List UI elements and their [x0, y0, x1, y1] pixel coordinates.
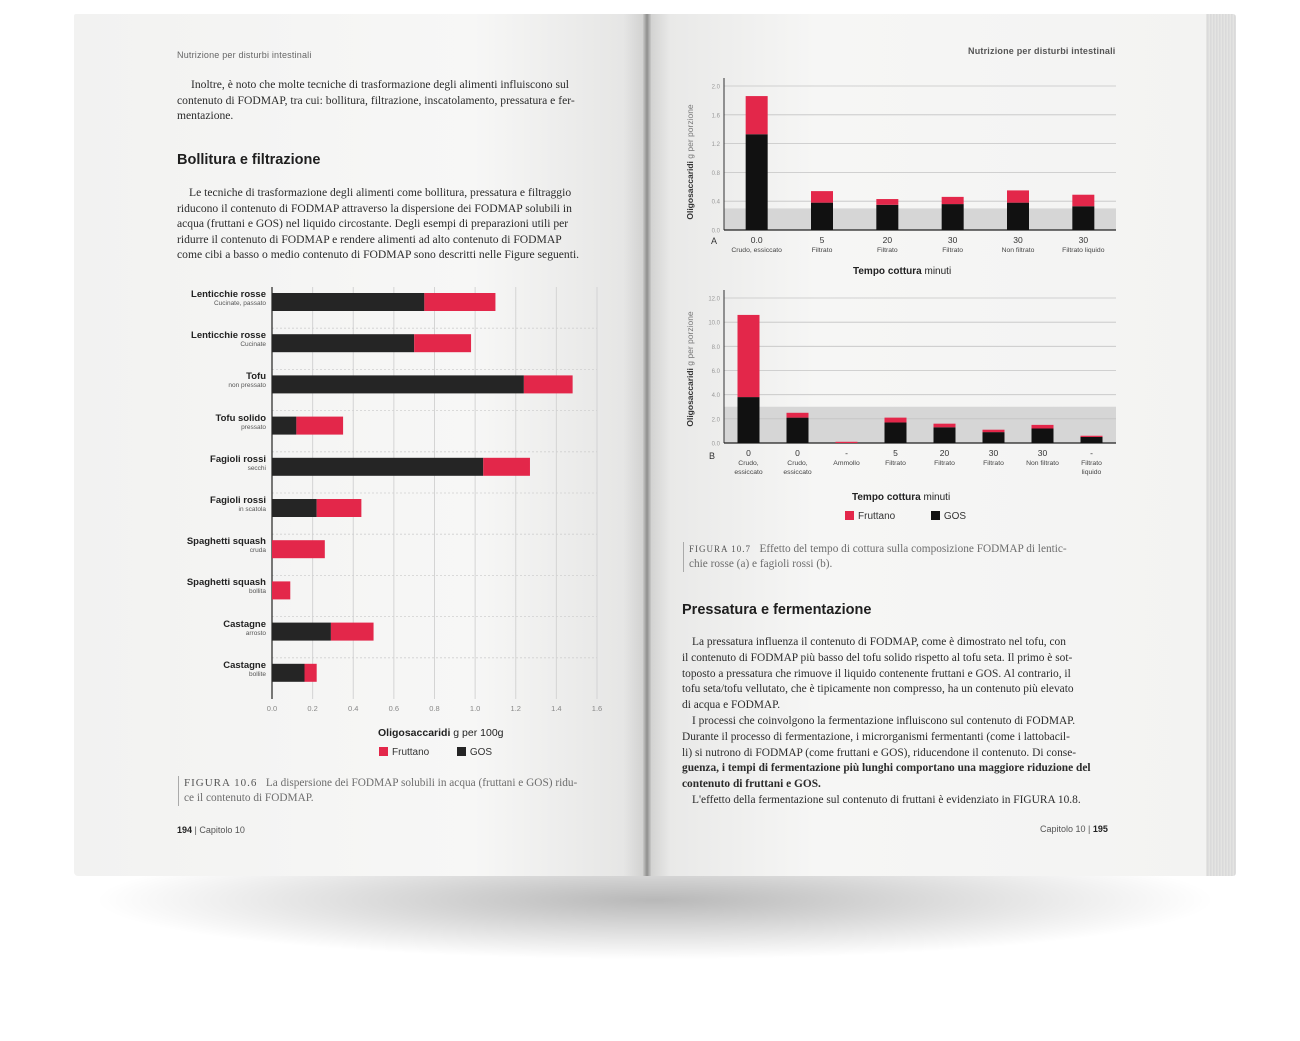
right-paragraph	[682, 635, 1119, 809]
x-sub-label: Filtrato	[934, 460, 955, 467]
panel-a-label: A	[711, 236, 718, 246]
fig106-bar-gos	[272, 499, 317, 517]
x-tick-label: 5	[893, 448, 898, 458]
x-sub-label: Crudo,	[787, 460, 808, 467]
panel-b-label: B	[709, 451, 716, 461]
fig106-category-sub: bollite	[249, 670, 266, 678]
para-line: il contenuto di FODMAP più basso del tofu solido rispetto al tofu seta. Il primo è sot-	[682, 651, 1073, 664]
legend-fruttano: Fruttano	[858, 511, 896, 522]
fig106-category-sub: non pressato	[228, 382, 266, 390]
fig106-bar-fruttano	[272, 540, 325, 558]
fig106-bar-gos	[272, 664, 305, 682]
left-running-head: Nutrizione per disturbi intestinali	[177, 50, 312, 60]
fig106-category-name: Tofu	[246, 371, 266, 383]
fig106-category-name: Lenticchie rosse	[191, 289, 266, 300]
para-line: guenza, i tempi di fermentazione più lunghi comportano una maggiore riduzione del	[682, 762, 1091, 775]
fig106-bar-fruttano	[424, 293, 495, 311]
fig106-x-tick-label: 0.6	[388, 704, 400, 713]
fig106-category-name: Tofu solido	[215, 412, 266, 424]
fig107b-xlabel-main: Tempo cottura	[852, 492, 921, 503]
fig106-x-tick-label: 1.2	[510, 704, 521, 713]
fig106-chart	[260, 283, 610, 723]
intro-line: Inoltre, è noto che molte tecniche di trasformazione degli alimenti influiscono sul	[191, 78, 569, 91]
fig106-category-sub: Cucinate	[240, 341, 266, 349]
fig107a-ylabel-main: Oligosaccaridi	[685, 161, 695, 220]
bar-gos	[983, 432, 1005, 443]
fig107a-xlabel-unit: minuti	[924, 266, 952, 277]
fig106-bar-gos	[272, 458, 483, 476]
para-line: come cibi a basso o medio contenuto di FODMAP sono descritti nelle Figure seguenti.	[177, 248, 580, 262]
caption-line: Effetto del tempo di cottura sulla composizione FODMAP di lentic-	[759, 543, 1067, 555]
caption-label: FIGURA 10.6	[184, 777, 258, 789]
bar-gos	[746, 134, 768, 230]
para-line: riducono il contenuto di FODMAP attraverso la dispersione dei FODMAP solubili in	[177, 201, 572, 215]
y-tick-label: 10.0	[708, 320, 720, 327]
bar-gos	[934, 427, 956, 443]
left-intro-paragraph	[177, 77, 607, 124]
fig106-x-tick-label: 1.0	[469, 704, 481, 713]
bar-fruttano	[811, 191, 833, 203]
fig107a-ylabel-unit: g per porzione	[685, 104, 695, 159]
x-sub-label: Filtrato liquido	[1062, 247, 1105, 254]
fig106-category	[187, 536, 266, 554]
bar-fruttano	[1032, 425, 1054, 429]
fig106-category-name: Fagioli rossi	[210, 495, 266, 506]
x-tick-label: 20	[939, 448, 950, 458]
fig106-category	[216, 413, 266, 431]
fig106-category	[210, 454, 266, 472]
x-sub-label: Filtrato	[876, 247, 898, 254]
x-sub-label: liquido	[1081, 469, 1102, 476]
bar-gos	[1032, 429, 1054, 444]
threshold-band	[724, 407, 1116, 443]
threshold-band	[724, 208, 1116, 230]
fig106-bar-gos	[272, 417, 296, 435]
caption-label: FIGURA 10.7	[689, 544, 752, 554]
y-tick-label: 0.0	[711, 228, 720, 235]
right-folio: Capitolo 10 | 195	[1040, 824, 1108, 834]
bar-fruttano	[942, 197, 964, 204]
y-tick-label: 4.0	[711, 393, 720, 400]
fig107a-chart	[700, 78, 1120, 263]
right-running-head: Nutrizione per disturbi intestinali	[968, 46, 1116, 56]
fig106-bar-gos	[272, 375, 524, 393]
x-tick-label: -	[1090, 448, 1093, 458]
fig106-legend	[379, 747, 492, 758]
fig106-category-sub: arrosto	[245, 629, 266, 637]
fig107b-ylabel	[680, 292, 700, 447]
fig106-category-name: Spaghetti squash	[186, 536, 266, 548]
x-sub-label: Filtrato	[885, 460, 906, 467]
legend-gos: GOS	[943, 511, 967, 522]
fig106-bar-fruttano	[483, 458, 530, 476]
fig106-x-tick-label: 0.0	[266, 704, 278, 713]
bar-gos	[811, 203, 833, 230]
x-tick-label: 0.0	[750, 235, 763, 245]
bar-gos	[1072, 206, 1094, 230]
fig106-bar-fruttano	[414, 334, 471, 352]
fig106-category-name: Castagne	[223, 618, 266, 630]
y-tick-label: 8.0	[711, 344, 720, 351]
intro-line: contenuto di FODMAP, tra cui: bollitura, filtrazione, inscatolamento, pressatura e fer-	[177, 93, 575, 107]
para-line: ridurre il contenuto di FODMAP e rendere alimenti ad alto contenuto di FODMAP	[177, 232, 562, 246]
fig106-bar-fruttano	[524, 375, 573, 393]
y-tick-label: 12.0	[708, 296, 720, 303]
book-spine	[643, 14, 651, 876]
heading-bollitura: Bollitura e filtrazione	[177, 152, 321, 168]
bar-gos	[1081, 437, 1103, 443]
chapter-label: Capitolo 10	[1040, 824, 1086, 834]
para-line: I processi che coinvolgono la fermentazione influiscono sul contenuto di FODMAP.	[692, 714, 1076, 727]
para-line: Le tecniche di trasformazione degli alimenti come bollitura, pressatura e filtraggio	[189, 186, 572, 199]
x-tick-label: 30	[1013, 235, 1023, 245]
x-sub-label: Filtrato	[811, 247, 833, 254]
fig106-bar-gos	[272, 334, 414, 352]
x-tick-label: 30	[1037, 448, 1048, 458]
fig106-bar-gos	[272, 293, 424, 311]
fig106-x-tick-label: 0.4	[348, 704, 359, 713]
fig106-x-tick-label: 0.8	[429, 704, 440, 713]
bar-gos	[787, 418, 809, 443]
fig106-category-sub: in scatola	[238, 506, 266, 513]
fig106-x-tick-label: 0.2	[307, 704, 318, 713]
legend-fruttano: Fruttano	[392, 747, 430, 758]
fig107-caption	[683, 542, 1119, 572]
fig107b-xlabel	[852, 492, 950, 503]
fig106-category-sub: Cucinate, passato	[213, 300, 266, 307]
para-line: La pressatura influenza il contenuto di FODMAP, come è dimostrato nel tofu, con	[692, 636, 1066, 648]
bar-fruttano	[1081, 436, 1103, 437]
x-tick-label: 0	[746, 448, 751, 458]
fig106-xlabel	[378, 727, 504, 739]
x-tick-label: 5	[819, 235, 825, 245]
y-tick-label: 0.4	[711, 199, 720, 206]
caption-line: ce il contenuto di FODMAP.	[184, 792, 314, 804]
fig107b-xlabel-unit: minuti	[923, 492, 951, 503]
y-tick-label: 0.8	[711, 170, 720, 177]
fig107b-ylabel-unit: g per porzione	[685, 311, 695, 366]
fig107-legend	[845, 511, 966, 522]
bar-fruttano	[934, 424, 956, 428]
para-line: L'effetto della fermentazione sul contenuto di fruttani è evidenziato in FIGURA 10.8.	[692, 793, 1081, 806]
y-tick-label: 1.6	[711, 113, 720, 120]
para-line: toposto a pressatura che rimuove il liquido contenente fruttani e GOS. Al contrario, il	[682, 667, 1071, 680]
bar-gos	[942, 204, 964, 230]
bar-fruttano	[738, 315, 760, 397]
page-number: 194	[177, 825, 193, 835]
x-sub-label: Filtrato	[1081, 460, 1102, 467]
fig107b-chart	[700, 290, 1120, 490]
para-line: tofu seta/tofu vellutato, che è tipicamente non compresso, ha un contenuto più elevato	[682, 683, 1074, 696]
x-sub-label: Crudo,	[738, 460, 759, 467]
x-tick-label: -	[845, 448, 848, 458]
fig107a-ylabel	[680, 82, 700, 242]
caption-line: La dispersione dei FODMAP solubili in acqua (fruttani e GOS) ridu-	[265, 777, 578, 789]
fig106-bar-gos	[272, 623, 331, 641]
fig106-category-sub: bollita	[249, 588, 266, 596]
fig106-category-name: Fagioli rossi	[210, 453, 266, 465]
fig106-category	[191, 289, 266, 307]
x-sub-label: essiccato	[783, 469, 812, 476]
fig106-category-name: Spaghetti squash	[186, 577, 266, 589]
x-sub-label: Ammollo	[833, 460, 860, 467]
legend-swatch-gos	[457, 747, 466, 756]
bar-fruttano	[836, 442, 858, 443]
para-line: li) si nutrono di FODMAP (come fruttani e GOS), riducendone il contenuto. Di conse-	[682, 746, 1077, 759]
x-tick-label: 30	[1078, 235, 1089, 245]
fig106-category-name: Castagne	[223, 659, 266, 671]
fig106-category-sub: cruda	[249, 547, 266, 555]
y-tick-label: 2.0	[711, 417, 720, 424]
y-tick-label: 1.2	[711, 142, 720, 149]
fig106-bar-fruttano	[331, 623, 374, 641]
bar-gos	[885, 422, 907, 443]
fig106-xlabel-main: Oligosaccaridi	[378, 727, 451, 739]
x-sub-label: Filtrato	[942, 247, 964, 254]
left-paragraph	[177, 185, 607, 263]
heading-pressatura: Pressatura e fermentazione	[682, 602, 872, 618]
legend-swatch-fruttano	[379, 747, 388, 756]
bar-fruttano	[876, 199, 898, 205]
fig107b-ylabel-main: Oligosaccaridi	[685, 368, 695, 427]
fig106-x-tick-label: 1.4	[551, 704, 562, 713]
x-sub-label: Filtrato	[983, 460, 1004, 467]
para-line: contenuto di fruttani e GOS.	[682, 778, 821, 791]
bar-gos	[1007, 203, 1029, 230]
fig106-x-tick-label: 1.6	[591, 704, 603, 713]
bar-fruttano	[787, 413, 809, 418]
bar-gos	[876, 205, 898, 230]
x-tick-label: 30	[988, 448, 999, 458]
fig106-xlabel-unit: g per 100g	[453, 727, 504, 739]
page-number: 195	[1092, 824, 1108, 834]
x-tick-label: 0	[795, 448, 800, 458]
y-tick-label: 0.0	[711, 441, 720, 448]
bar-fruttano	[1007, 190, 1029, 202]
fig106-category	[187, 577, 266, 595]
fig106-category-sub: pressato	[241, 423, 266, 431]
page-edges	[1204, 14, 1236, 876]
fig107a-xlabel-main: Tempo cottura	[853, 266, 922, 277]
chapter-label: Capitolo 10	[199, 825, 245, 835]
para-line: acqua (fruttani e GOS) nel liquido circostante. Degli esempi di preparazioni utili per	[177, 217, 569, 231]
fig106-bar-fruttano	[317, 499, 362, 517]
fig106-category-name: Lenticchie rosse	[191, 330, 266, 342]
x-tick-label: 30	[947, 235, 958, 245]
legend-swatch-gos	[931, 511, 940, 520]
x-sub-label: Crudo, essiccato	[731, 247, 782, 254]
fig106-category-sub: secchi	[247, 464, 266, 472]
bar-fruttano	[746, 96, 768, 134]
x-sub-label: Non filtrato	[1026, 460, 1059, 467]
fig106-bar-fruttano	[305, 664, 317, 682]
bar-fruttano	[1072, 195, 1094, 207]
para-line: di acqua e FODMAP.	[682, 699, 781, 712]
y-tick-label: 2.0	[711, 84, 720, 91]
caption-line: chie rosse (a) e fagioli rossi (b).	[689, 558, 833, 570]
fig106-bar-fruttano	[272, 581, 290, 599]
para-line: Durante il processo di fermentazione, i microrganismi fermentanti (come i lattobacil-	[682, 730, 1070, 743]
fig107a-xlabel	[853, 266, 951, 277]
intro-line: mentazione.	[177, 109, 234, 123]
bar-gos	[738, 397, 760, 443]
bar-fruttano	[885, 418, 907, 423]
fig106-category	[210, 495, 266, 513]
legend-gos: GOS	[469, 747, 493, 758]
fig106-category	[191, 330, 266, 348]
left-folio: 194 | Capitolo 10	[177, 825, 245, 835]
x-sub-label: Non filtrato	[1001, 247, 1035, 254]
y-tick-label: 6.0	[711, 369, 720, 375]
fig106-caption	[178, 776, 604, 806]
fig106-category-labels	[150, 285, 266, 705]
x-sub-label: essiccato	[734, 469, 763, 476]
legend-swatch-fruttano	[845, 511, 854, 520]
fig106-bar-fruttano	[296, 417, 343, 435]
bar-fruttano	[983, 430, 1005, 432]
x-tick-label: 20	[882, 235, 893, 245]
